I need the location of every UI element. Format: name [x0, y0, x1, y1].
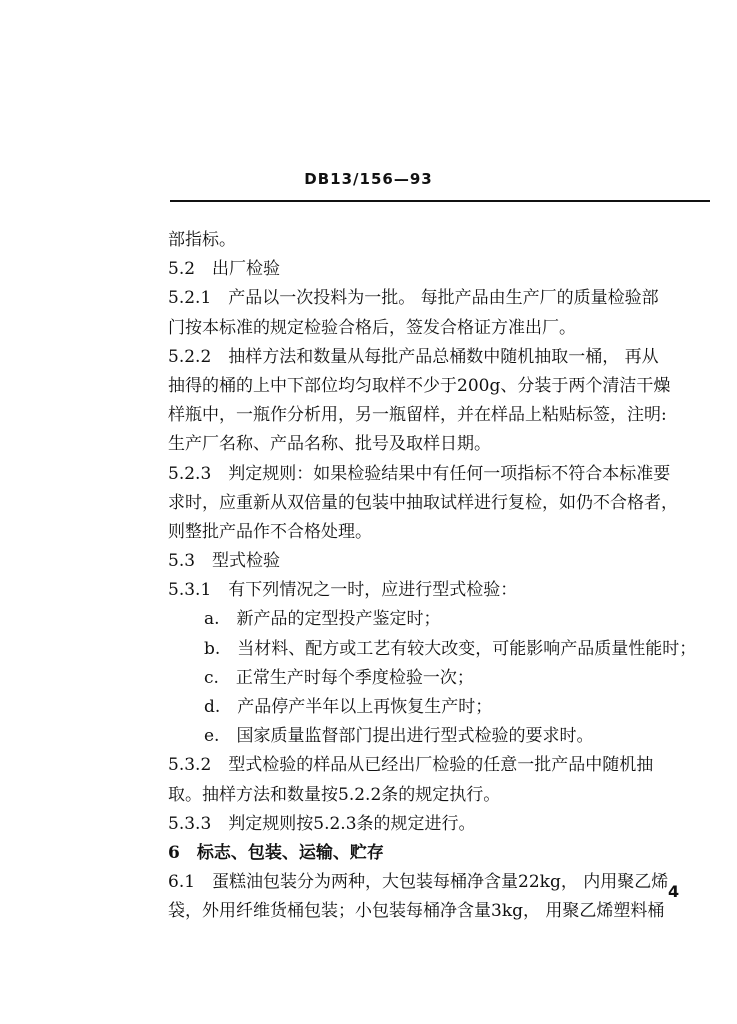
text-line: 5.2.2 抽样方法和数量从每批产品总桶数中随机抽取一桶， 再从: [168, 346, 659, 367]
document-code-header: DB13/156—93: [304, 170, 433, 188]
list-item: c. 正常生产时每个季度检验一次；: [204, 667, 474, 688]
text-line: 部指标。: [168, 230, 236, 250]
text-line: 5.2.1 产品以一次投料为一批。 每批产品由生产厂的质量检验部: [168, 288, 659, 309]
text-line: 5.3.1 有下列情况之一时，应进行型式检验：: [168, 580, 518, 601]
list-item: d. 产品停产半年以上再恢复生产时；: [204, 697, 493, 717]
text-line: 样瓶中，一瓶作分析用，另一瓶留样，并在样品上粘贴标签，注明:: [168, 405, 667, 426]
body-text: [168, 226, 713, 927]
text-line: 求时，应重新从双倍量的包装中抽取试样进行复检，如仍不合格者，: [168, 492, 678, 513]
page-number: 4: [668, 882, 680, 901]
text-line: 5.2.3 判定规则：如果检验结果中有任何一项指标不符合本标准要: [168, 463, 671, 484]
section-heading-5-3: 5.3 型式检验: [168, 551, 281, 572]
text-line: 则整批产品作不合格处理。: [168, 521, 372, 542]
text-line: 生产厂名称、产品名称、批号及取样日期。: [168, 434, 491, 455]
text-line: 5.3.2 型式检验的样品从已经出厂检验的任意一批产品中随机抽: [168, 755, 654, 776]
text-line: 门按本标准的规定检验合格后，签发合格证方准出厂。: [168, 317, 576, 338]
text-line: 抽得的桶的上中下部位均匀取样不少于200g、分装于两个清洁干燥: [168, 375, 671, 396]
section-heading-5-2: 5.2 出厂检验: [168, 259, 281, 280]
header-rule: [170, 200, 710, 202]
list-item: a. 新产品的定型投产鉴定时；: [204, 609, 441, 630]
section-heading-6: 6 标志、包装、运输、贮存: [168, 842, 384, 863]
list-item: e. 国家质量监督部门提出进行型式检验的要求时。: [204, 726, 594, 747]
text-line: 取。抽样方法和数量按5.2.2条的规定执行。: [168, 784, 501, 805]
text-line: 6.1 蛋糕油包装分为两种，大包装每桶净含量22kg， 内用聚乙烯: [168, 872, 669, 893]
text-line: 袋，外用纤维货桶包装；小包装每桶净含量3kg， 用聚乙烯塑料桶: [168, 901, 665, 922]
text-line: 5.3.3 判定规则按5.2.3条的规定进行。: [168, 813, 476, 834]
list-item: b. 当材料、配方或工艺有较大改变，可能影响产品质量性能时；: [204, 638, 697, 659]
